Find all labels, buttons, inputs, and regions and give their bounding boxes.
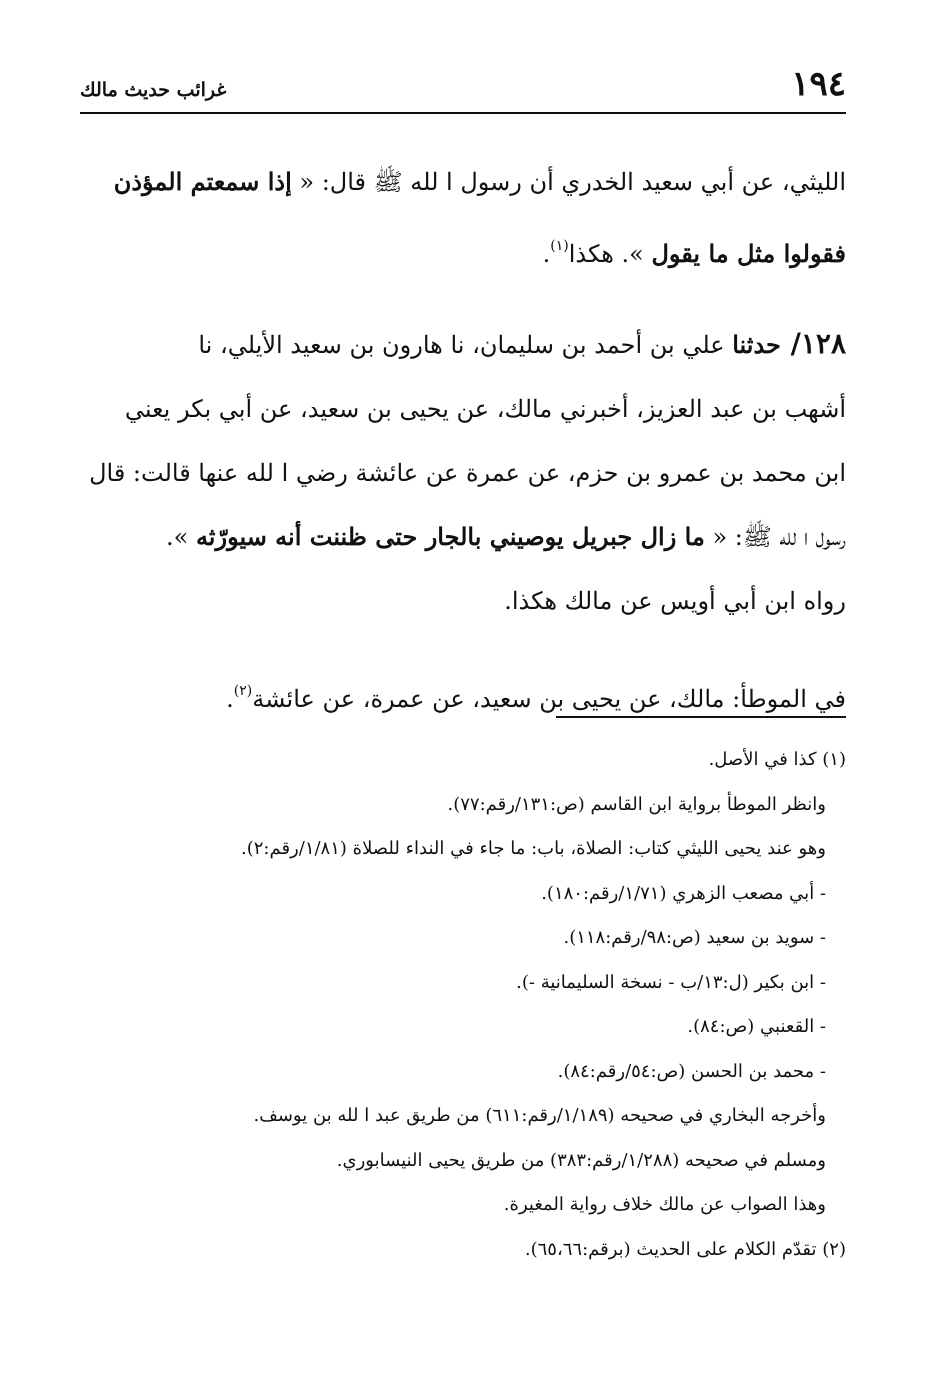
- text-span: أشهب بن عبد العزيز، أخبرني مالك، عن يحيى بن سعيد، عن أبي بكر يعني: [124, 395, 846, 423]
- text-span: .: [542, 240, 551, 268]
- hadith-quote: ما زال جبريل يوصيني بالجار حتى ظننت أنه سيورّثه: [195, 522, 705, 551]
- main-text: [80, 150, 846, 731]
- hadith-quote: إذا سمعتم المؤذن: [113, 167, 292, 196]
- footnote-line: وانظر الموطأ برواية ابن القاسم (ص:١٣١/رقم:٧٧).: [447, 793, 826, 815]
- footnote-line: وهو عند يحيى الليثي كتاب: الصلاة، باب: ما جاء في النداء للصلاة (١/٨١/رقم:٢).: [240, 838, 826, 859]
- footnote-ref: (٢): [233, 683, 253, 699]
- text-line: [80, 659, 846, 731]
- text-span: ».: [165, 523, 196, 551]
- narration-note: رواه ابن أبي أويس عن مالك هكذا.: [504, 587, 846, 615]
- footnote-line: - سويد بن سعيد (ص:٩٨/رقم:١١٨).: [563, 927, 826, 948]
- footnote-line: وهذا الصواب عن مالك خلاف رواية المغيرة.: [503, 1194, 826, 1215]
- text-line: [80, 214, 846, 286]
- text-span: ابن محمد بن عمرو بن حزم، عن عمرة عن عائشة رضي ا لله عنها قالت: قال: [89, 459, 846, 487]
- footnote-line: - القعنبي (ص:٨٤).: [687, 1016, 826, 1037]
- hadith-quote: فقولوا مثل ما يقول: [651, 239, 846, 268]
- footnote-line: (١) كذا في الأصل.: [708, 749, 846, 770]
- hadith-number: ١٢٨/: [780, 327, 846, 360]
- footnote-ref: (١): [550, 238, 569, 254]
- text-span: الليثي، عن أبي سعيد الخدري أن رسول ا لله ﷺ قال: «: [291, 168, 846, 196]
- page-number: ١٩٤: [791, 64, 846, 104]
- footnote-line: - محمد بن الحسن (ص:٥٤/رقم:٨٤).: [557, 1060, 826, 1082]
- footnote-line: وأخرجه البخاري في صحيحه (١/١٨٩/رقم:٦١١) من طريق عبد ا لله بن يوسف.: [253, 1105, 826, 1126]
- narration-note: في الموطأ: مالك، عن يحيى بن سعيد، عن عمرة، عن عائشة: [252, 685, 846, 713]
- text-span: رسول ا لله ﷺ: «: [704, 523, 846, 551]
- text-line: [80, 150, 846, 214]
- page-header: [80, 62, 846, 114]
- running-title: غرائب حديث مالك: [80, 79, 227, 101]
- footnote-divider: [556, 716, 846, 718]
- text-span: .: [226, 685, 234, 713]
- text-line: [80, 505, 846, 569]
- text-span: ». هكذا: [568, 240, 652, 268]
- text-line: [80, 441, 846, 505]
- footnote-line: - ابن بكير (ل:١٣/ب - نسخة السليمانية -).: [516, 971, 826, 993]
- text-line: [80, 377, 846, 441]
- footnote-line: ومسلم في صحيحه (١/٢٨٨/رقم:٣٨٣) من طريق يحيى النيسابوري.: [336, 1149, 826, 1171]
- footnote-line: (٢) تقدّم الكلام على الحديث (برقم:٦٥،٦٦).: [524, 1238, 846, 1260]
- text-span: علي بن أحمد بن سليمان، نا هارون بن سعيد الأيلي، نا: [198, 331, 733, 359]
- footnote-line: - أبي مصعب الزهري (١/٧١/رقم:١٨٠).: [541, 882, 826, 904]
- hadith-intro: حدثنا: [732, 330, 781, 359]
- hadith-paragraph: [80, 312, 846, 377]
- text-line: [80, 569, 846, 633]
- footnotes: [80, 738, 846, 1272]
